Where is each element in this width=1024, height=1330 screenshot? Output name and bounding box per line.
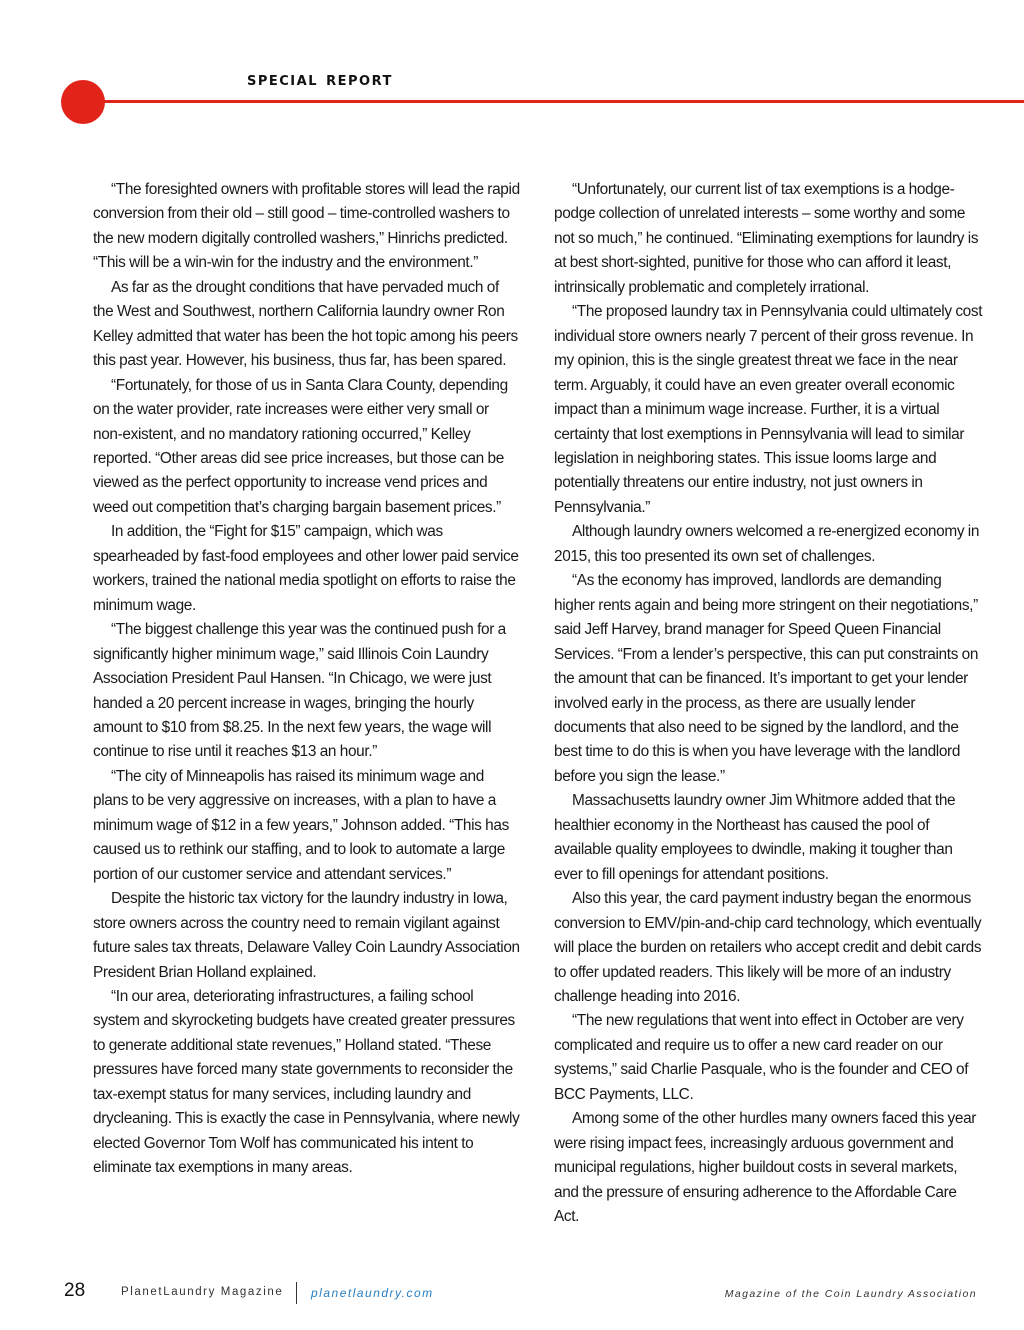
- paragraph: Despite the historic tax victory for the laundry industry in Iowa, store owners across the country need to remain vigilant against future sales tax threats, Delaware Valley Coin Laundry Association President Brian Holland explained.: [93, 890, 520, 981]
- paragraph: “Fortunately, for those of us in Santa Clara County, depending on the water provider, rate increases were either very small or non-existent, and no mandatory rationing occurred,” Kelley reported. “Other areas did see price increases, but those can be viewed as the perfect opportunity to increase vend prices and weed out competition that’s charging bargain basement prices.”: [93, 376, 508, 516]
- article-column-right: [554, 178, 984, 1229]
- paragraph: “The city of Minneapolis has raised its minimum wage and plans to be very aggressive on increases, with a plan to have a minimum wage of $12 in a few years,” Johnson added. “This has caused us to rethink our staffing, and to look to automate a large portion of our customer service and attendant services.”: [93, 767, 509, 883]
- page-number: 28: [64, 1280, 86, 1301]
- header-accent-dot: [61, 80, 105, 124]
- paragraph: “The proposed laundry tax in Pennsylvania could ultimately cost individual store owners nearly 7 percent of their gross revenue. In my opinion, this is the single greatest threat we face in the near term. Arguably, it could have an even greater overall economic impact than a minimum wage increase. Further, it is a virtual certainty that lost exemptions in Pennsylvania will lead to similar legislation in neighboring states. This issue looms large and potentially threatens our entire industry, not just owners in Pennsylvania.”: [554, 303, 983, 516]
- paragraph: “The biggest challenge this year was the continued push for a significantly higher minimum wage,” said Illinois Coin Laundry Association President Paul Hansen. “In Chicago, we were just handed a 20 percent increase in wages, bringing the hourly amount to $10 from $8.25. In the next few years, the wage will continue to rise until it reaches $13 an hour.”: [93, 621, 506, 761]
- paragraph: Among some of the other hurdles many owners faced this year were rising impact fees, increasingly arduous government and municipal regulations, higher buildout costs in several markets, and the pressure of ensuring adherence to the Affordable Care Act.: [554, 1110, 977, 1226]
- paragraph: “The foresighted owners with profitable stores will lead the rapid conversion from their old – still good – time-controlled washers to the new modern digitally controlled washers,” Hinrichs predicted. “This will be a win-win for the industry and the environment.”: [93, 181, 520, 272]
- paragraph: “In our area, deteriorating infrastructures, a failing school system and skyrocketing budgets have created greater pressures to generate additional state revenues,” Holland stated. “These pressures have forced many state governments to reconsider the tax-exempt status for many services, including laundry and drycleaning. This is exactly the case in Pennsylvania, where newly elected Governor Tom Wolf has communicated his intent to eliminate tax exemptions in many areas.: [93, 987, 520, 1177]
- page-footer: [0, 1280, 1024, 1310]
- paragraph: “The new regulations that went into effect in October are very complicated and require us to offer a new card reader on our systems,” said Charlie Pasquale, who is the founder and CEO of BCC Payments, LLC.: [554, 1012, 969, 1103]
- website-link[interactable]: planetlaundry.com: [311, 1286, 434, 1300]
- paragraph: Although laundry owners welcomed a re-energized economy in 2015, this too presented its own set of challenges.: [554, 523, 980, 565]
- magazine-tagline: Magazine of the Coin Laundry Association: [724, 1288, 977, 1300]
- paragraph: Massachusetts laundry owner Jim Whitmore added that the healthier economy in the Northeast has caused the pool of available quality employees to dwindle, making it tougher than ever to fill openings for attendant positions.: [554, 792, 956, 883]
- paragraph: “As the economy has improved, landlords are demanding higher rents again and being more stringent on their negotiations,” said Jeff Harvey, brand manager for Speed Queen Financial Services. “From a lender’s perspective, this can put constraints on the amount that can be financed. It’s important to get your lender involved early in the process, as there are usually lender documents that also need to be signed by the landlord, and the best time to do this is when you have leverage with the landlord before you sign the lease.”: [554, 572, 979, 785]
- paragraph: As far as the drought conditions that have pervaded much of the West and Southwest, northern California laundry owner Ron Kelley admitted that water has been the hot topic among his peers this past year. However, his business, thus far, has been spared.: [93, 278, 518, 370]
- paragraph: In addition, the “Fight for $15” campaign, which was spearheaded by fast-food employees and other lower paid service workers, trained the national media spotlight on efforts to raise the minimum wage.: [93, 523, 519, 614]
- magazine-name: PlanetLaundry Magazine: [121, 1286, 284, 1298]
- article-column-left: [93, 178, 521, 1181]
- footer-divider: [296, 1282, 297, 1304]
- header-rule: [100, 100, 1024, 103]
- section-title: special report: [247, 68, 393, 90]
- paragraph: “Unfortunately, our current list of tax exemptions is a hodge-podge collection of unrelated interests – some worthy and some not so much,” he continued. “Eliminating exemptions for laundry is at best short-sighted, punitive for those who can afford it least, intrinsically problematic and completely irrational.: [554, 181, 979, 296]
- paragraph: Also this year, the card payment industry began the enormous conversion to EMV/pin-and-chip card technology, which eventually will place the burden on retailers who accept credit and debit cards to offer updated readers. This likely will be more of an industry challenge heading into 2016.: [554, 890, 982, 1005]
